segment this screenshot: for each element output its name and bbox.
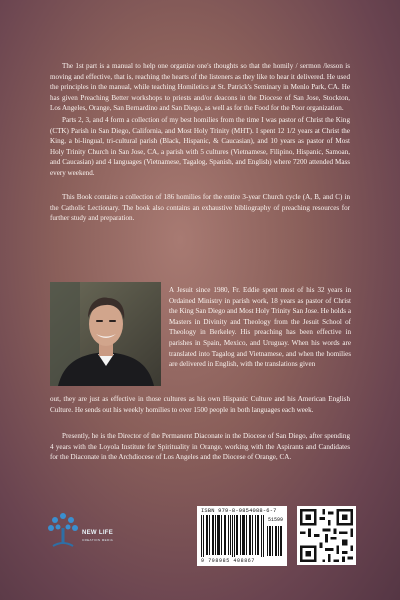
qr-code	[297, 506, 356, 565]
isbn-barcode	[197, 506, 287, 566]
publisher-name: NEW LIFE	[82, 530, 114, 536]
isbn-number: ISBN 979-8-9854088-6-7	[201, 508, 277, 514]
barcode-bars	[197, 506, 287, 566]
author-photo	[50, 282, 161, 386]
book-contents-paragraph: This Book contains a collection of 186 homilies for the entire 3-year Church cycle (A, B, and C) in the Catholic Lectionary. The book also contains an exhaustive bibliography of preaching resources for further study and preparation.	[50, 193, 350, 223]
intro-paragraph: The 1st part is a manual to help one organize one's thoughts so that the homily / sermon /lesson is moving and effective, that is, reaching the hearts of the listeners as they like to hear it delivered. He used the principles in the manual, while teaching Homiletics at St. Patrick's Seminary in Menlo Park, CA. He has given Preaching Better workshops to priests and/or deacons in the Diocese of San Jose, Stockton, Los Angeles, Orange, San Bernardino and San Diego, as well as for the Food for the Poor organization.	[50, 62, 350, 113]
author-bio-continued: out, they are just as effective in those cultures as his own Hispanic Culture and his American English Culture. He sends out his weekly homilies to over 1500 people in both languages each week.	[50, 395, 350, 414]
homilies-paragraph: Parts 2, 3, and 4 form a collection of my best homilies from the time I was pastor of Christ the King (CTK) Parish in San Diego, California, and Most Holy Trinity (MHT). I spent 12 1/2 years at Christ the King, a bi-lingual, tri-cultural parish (Black, Hispanic, & Caucasian), and 10 years as pastor of Most Holy Trinity Church in San Jose, CA, a parish with 5 cultures (Vietnamese, Filipino, Hispanic, Samoan, and Caucasian) and 4 languages (Vietnamese, Tagalog, Spanish, and English) where 7200 attended Mass every weekend.	[50, 116, 350, 177]
price-code: 51599	[267, 517, 283, 523]
current-role-paragraph: Presently, he is the Director of the Permanent Diaconate in the Diocese of San Diego, after spending 4 years with the Loyola Institute for Spirituality in Orange, working with the Aspirants and Candidates for the Diaconate in the Archdiocese of Los Angeles and the Diocese of Orange, CA.	[50, 432, 350, 462]
publisher-subtitle: CREATION MEDIA	[82, 538, 114, 542]
author-bio-paragraph: A Jesuit since 1980, Fr. Eddie spent most of his 32 years in Ordained Ministry in parish work, 18 years as pastor of Christ the King San Diego and Most Holy Trinity San Jose. He holds a Masters in Divinity and Theology from the Jesuit School of Theology in Berkeley. His preaching has been effective in parishes in Spain, Mexico, and Uruguay. When his words are translated into Tagalog and Vietnamese, and when the homilies are delivered in English, with the translations given	[169, 286, 351, 369]
ean-number: 9 798985 408867	[201, 558, 256, 564]
